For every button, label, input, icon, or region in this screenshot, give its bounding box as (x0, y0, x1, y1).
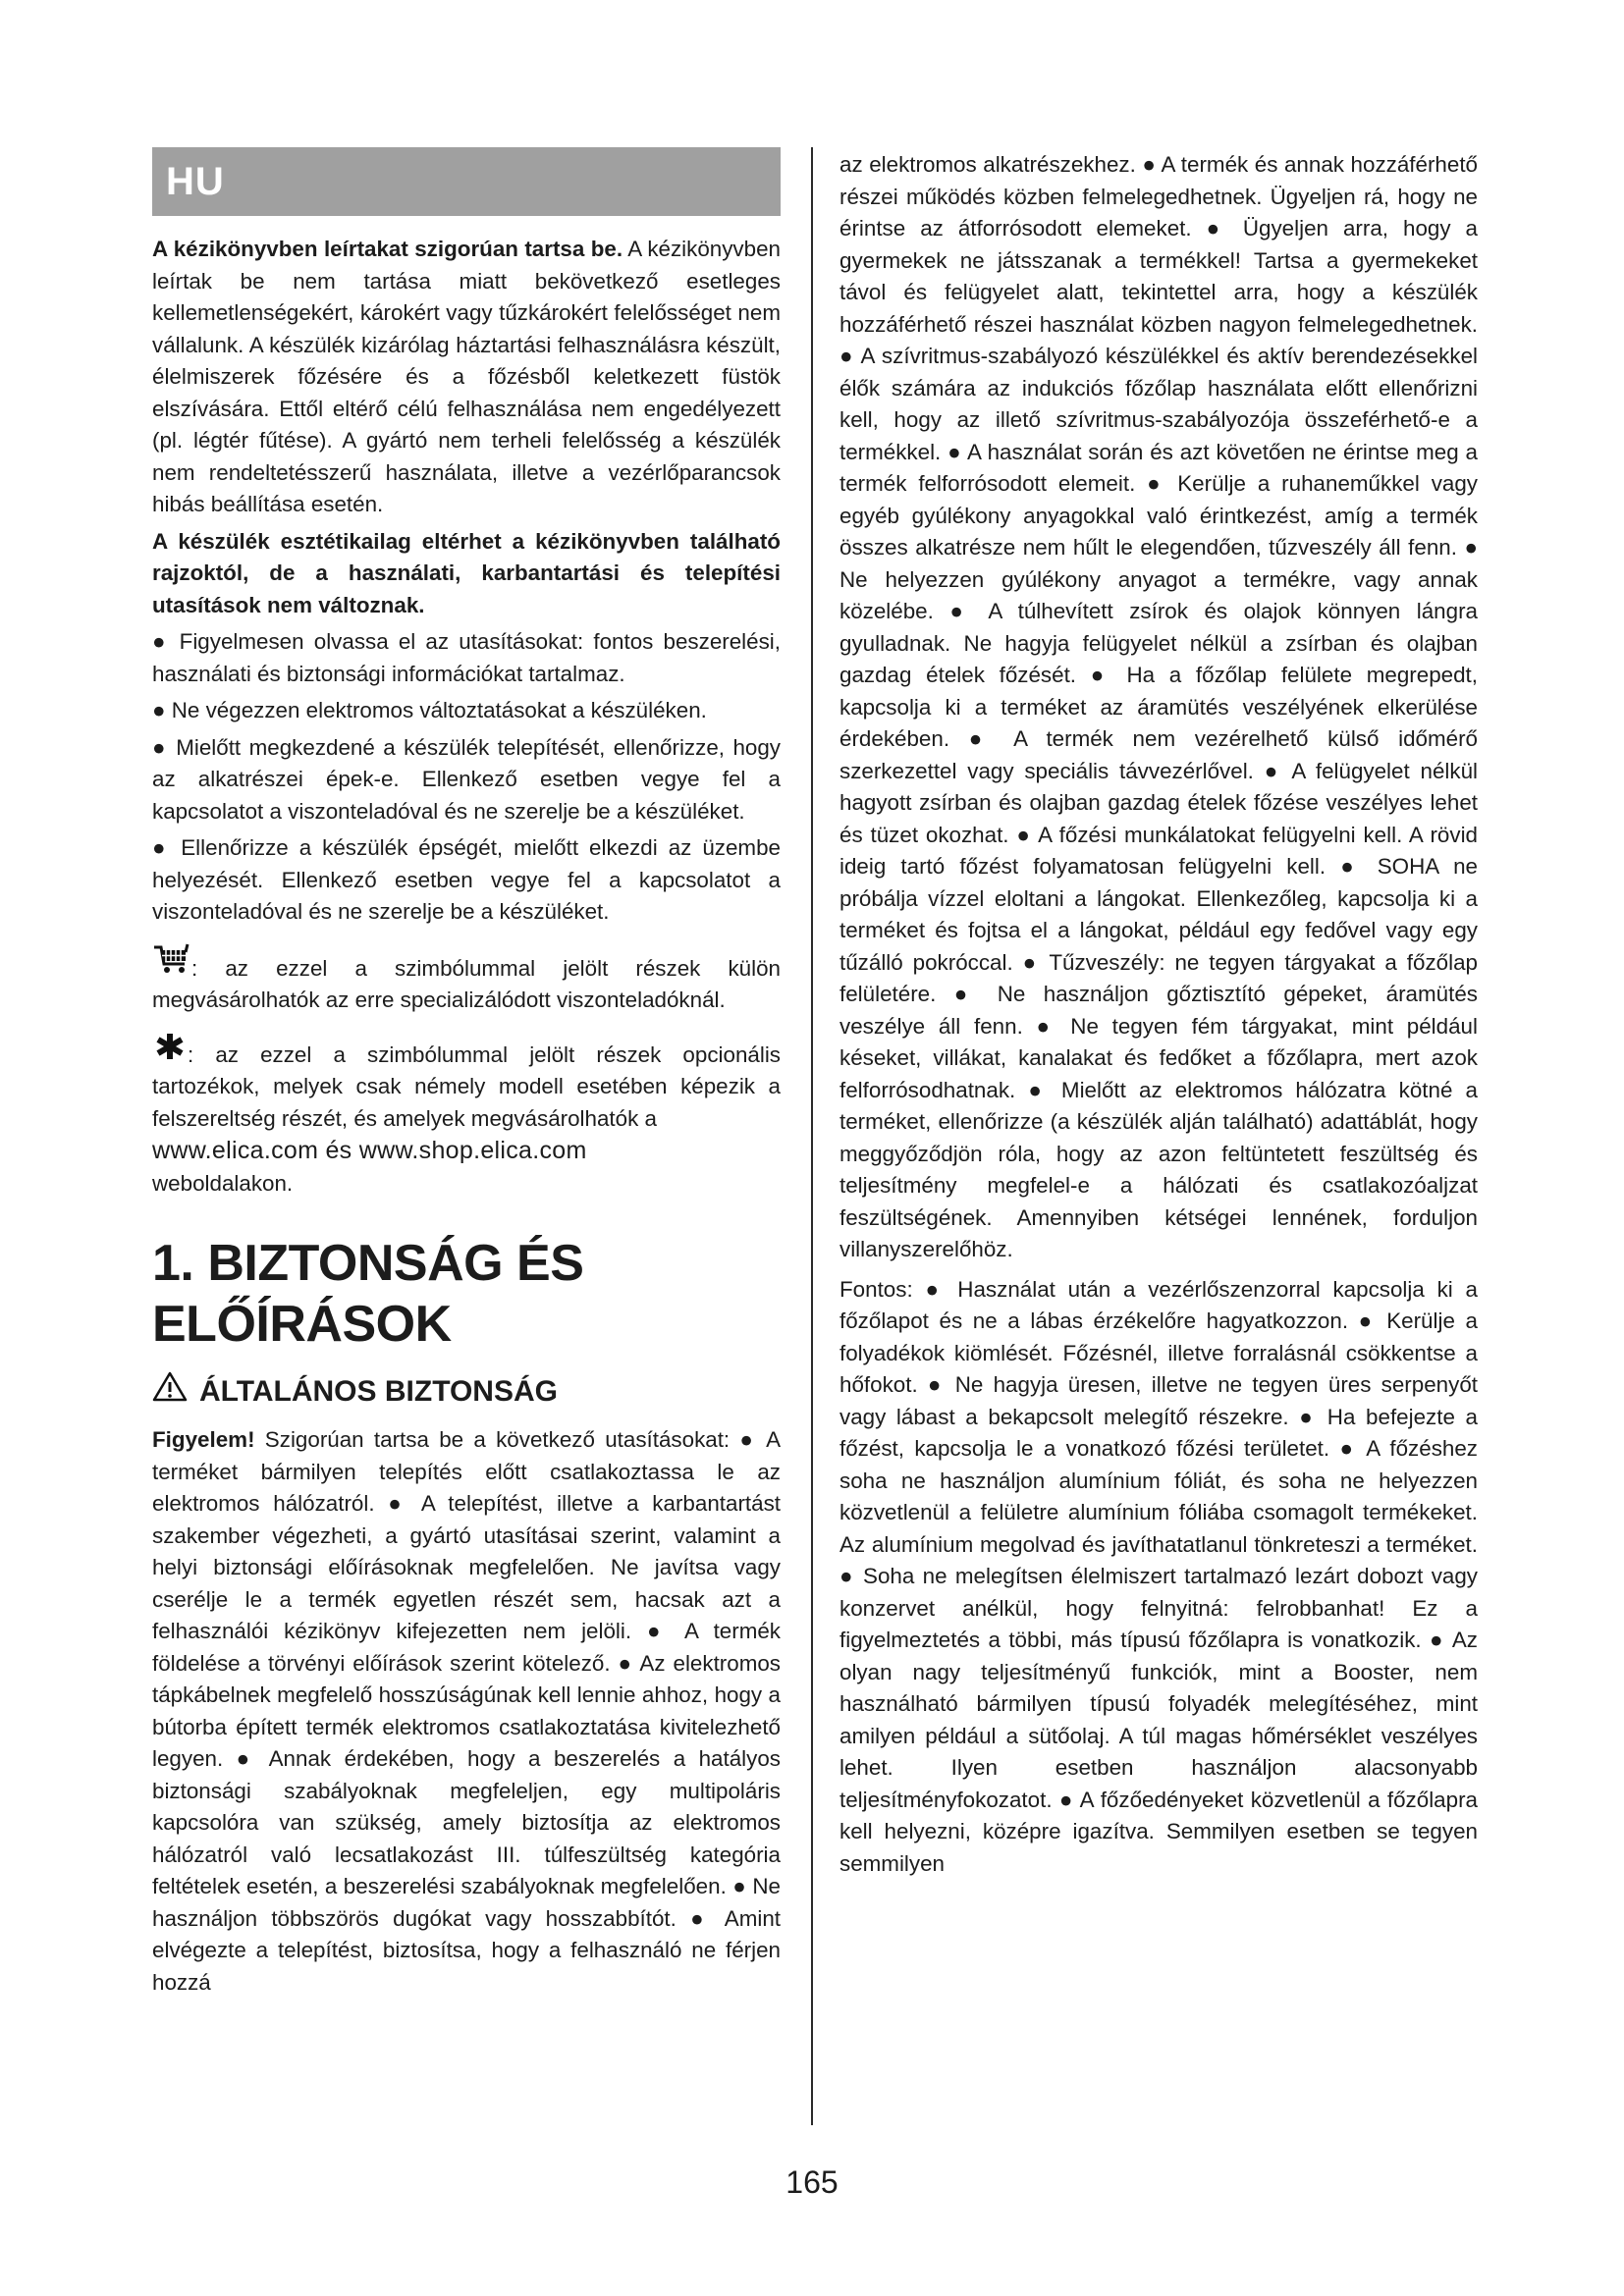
language-header: HU (152, 147, 781, 216)
aesthetic-note: A készülék esztétikailag eltérhet a kézikönyvben található rajzoktól, de a használati, karbantartási és telepítési utasítások nem változnak. (152, 528, 781, 617)
elica-website-link[interactable]: www.elica.com (152, 1137, 319, 1164)
star-symbol-note (152, 1031, 781, 1201)
cart-symbol-note (152, 942, 781, 1017)
intro-text: A kézikönyvben leírtak be nem tartása miatt bekövetkező esetleges kellemetlenségekért, károkért vagy tűzkárokért felelősséget nem vállalunk. A készülék kizárólag háztartási felhasználásra készült, élelmiszerek főzésére és a főzésből keletkezett füstök elszívására. Ettől eltérő célú felhasználása nem engedélyezett (pl. légtér fűtése). A gyártó nem terheli felelősség a készülék nem rendeltetésszerű használata, illetve a vezérlőparancsok hibás beállítása esetén. (152, 237, 781, 516)
warning-bold: Figyelem! (152, 1427, 255, 1452)
asterisk-icon (152, 1031, 188, 1072)
web-suffix: weboldalakon. (152, 1170, 294, 1196)
subsection-title (152, 1370, 781, 1413)
shopping-cart-icon (152, 942, 191, 986)
safety-continued-paragraph: az elektromos alkatrészekhez. ● A termék és annak hozzáférhető részei működés közben felmelegedhetnek. Ügyeljen rá, hogy ne érintse az átforrósodott elemeket. ● Ügyeljen arra, hogy a gyermekek ne játsszanak a termékkel! Tartsa a gyermekeket távol és felügyelet alatt, tekintettel arra, hogy a készülék hozzáférhető részei használat közben nagyon felmelegedhetnek. ● A szívritmus-szabályozó készülékkel és aktív berendezésekkel élők számára az indukciós főzőlap használata előtt ellenőrizni kell, hogy az illető szívritmus-szabályozója összeférhető-e a termékkel. ● A használat során és azt követően ne érintse meg a termék felforrósodott elemeit. ● Kerülje a ruhaneműkkel vagy egyéb gyúlékony anyagokkal való érintkezést, amíg a termék összes alkatrésze nem hűlt le elegendően, tűzveszély áll fenn. ● Ne helyezzen gyúlékony anyagot a termékre, vagy annak közelébe. ● A túlhevített zsírok és olajok könnyen lángra gyulladnak. Ne hagyja felügyelet nélkül a zsírban és olajban gazdag ételek főzését. ● Ha a főzőlap felülete megrepedt, kapcsolja ki a terméket az áramütés veszélyének elkerülése érdekében. ● A termék nem vezérelhető külső időmérő szerkezettel vagy speciális távvezérlővel. ● A felügyelet nélkül hagyott zsírban és olajban gazdag ételek főzése veszélyes lehet és tüzet okozhat. ● A főzési munkálatokat felügyelni kell. A rövid ideig tartó főzést folyamatosan felügyelni kell. ● SOHA ne próbálja vízzel eloltani a lángokat. Ellenkezőleg, kapcsolja ki a terméket és fojtsa el a lángokat, például egy fedővel vagy egy tűzálló pokróccal. ● Tűzveszély: ne tegyen tárgyakat a főzőlap felületére. ● Ne használjon gőztisztító gépeket, áramütés veszélye áll fenn. ● Ne tegyen fém tárgyakat, mint például késeket, villákat, kanalakat és fedőket a főzőlapra, mert azok felforrósodhatnak. ● Mielőtt az elektromos hálózatra kötné a terméket, ellenőrizze (a készülék alján található) adattáblát, hogy meggyőződjön róla, hogy az azon feltüntetett feszültség és teljesítmény megfelel-e a hálózati és csatlakozóaljzat feszültségének. Amennyiben kétségei lennének, forduljon villanyszerelőhöz. (839, 152, 1478, 1261)
bullet-read-instructions: ● Figyelmesen olvassa el az utasításokat: fontos beszerelési, használati és biztonsági információkat tartalmaz. (152, 629, 781, 686)
column-divider (811, 147, 813, 2125)
intro-paragraph (152, 234, 781, 521)
cart-symbol-text: : az ezzel a szimbólummal jelölt részek külön megvásárolhatók az erre specializálódott viszonteladóknál. (152, 955, 781, 1012)
general-safety-paragraph (152, 1424, 781, 1999)
warning-text: Szigorúan tartsa be a következő utasításokat: ● A terméket bármilyen telepítés előtt csatlakoztassa le az elektromos hálózatról. ● A telepítést, illetve a karbantartást szakember végezheti, a gyártó utasításai szerint, valamint a helyi biztonsági előírásoknak megfelelően. Ne javítsa vagy cserélje le a termék egyetlen részét sem, hacsak azt a felhasználói kézikönyv kifejezetten nem jelöli. ● A termék földelése a törvényi előírások szerint kötelező. ● Az elektromos tápkábelnek megfelelő hosszúságúnak kell lennie ahhoz, hogy a bútorba épített termék elektromos csatlakoztatása kivitelezhető legyen. ● Annak érdekében, hogy a beszerelés a hatályos biztonsági szabályoknak megfeleljen, egy multipoláris kapcsolóra van szükség, amely biztosítja az elektromos hálózatról való lecsatlakozást III. túlfeszültség kategória feltételek esetén, a beszerelési szabályoknak megfelelően. ● Ne használjon többszörös dugókat vagy hosszabbítót. ● Amint elvégezte a telepítést, biztosítsa, hogy a felhasználó ne férjen hozzá (152, 1427, 781, 1995)
web-and: és (318, 1137, 359, 1164)
important-paragraph: Fontos: ● Használat után a vezérlőszenzorral kapcsolja ki a főzőlapot és ne a lábas érzékelőre hagyatkozzon. ● Kerülje a folyadékok kiömlését. Főzésnél, illetve forralásnál csökkentse a hőfokot. ● Ne hagyja üresen, illetve ne tegyen üres serpenyőt vagy lábast a bekapcsolt melegítő részekre. ● Ha befejezte a főzést, kapcsolja le a vonatkozó főzési területet. ● A főzéshez soha ne használjon alumínium fóliát, és soha ne helyezzen közvetlenül a felületre alumínium fóliába csomagolt termékeket. Az alumínium megolvad és javíthatatlanul tönkreteszi a terméket. ● Soha ne melegítsen élelmiszert tartalmazó lezárt dobozt vagy konzervet anélkül, hogy felnyitná: felrobbanhat! Ez a figyelmeztetés a többi, más típusú főzőlapra is vonatkozik. ● Az olyan nagy teljesítményű funkciók, mint a Booster, nem használható bármilyen típusú folyadék melegítéséhez, mint amilyen például a sütőolaj. A túl magas hőmérséklet veszélyes lehet. Ilyen esetben használjon alacsonyabb teljesítményfokozatot. ● A főzőedényeket közvetlenül a főzőlapra kell helyezni, középre igazítva. Semmilyen esetben se tegyen semmilyen (839, 1276, 1478, 1876)
warning-triangle-icon (152, 1370, 199, 1413)
intro-bold: A kézikönyvben leírtakat szigorúan tartsa be. (152, 237, 623, 261)
page-number: 165 (785, 2164, 839, 2200)
elica-shop-link[interactable]: www.shop.elica.com (358, 1137, 587, 1164)
subsection-title-text: ÁLTALÁNOS BIZTONSÁG (199, 1374, 558, 1408)
right-column (839, 149, 1478, 1885)
bullet-check-integrity: ● Ellenőrizze a készülék épségét, mielőtt elkezdi az üzembe helyezését. Ellenkező esetben vegye fel a kapcsolatot a viszonteladóval és ne szerelje be a készüléket. (152, 835, 781, 924)
left-column (152, 147, 781, 2003)
bullet-no-electrical-changes: ● Ne végezzen elektromos változtatásokat a készüléken. (152, 698, 707, 722)
bullet-check-parts: ● Mielőtt megkezdené a készülék telepítését, ellenőrizze, hogy az alkatrészei épek-e. Ellenkező esetben vegye fel a kapcsolatot a viszonteladóval és ne szerelje be a készüléket. (152, 734, 781, 824)
section-title: 1. BIZTONSÁG ÉS ELŐÍRÁSOK (152, 1235, 584, 1353)
star-symbol-text: : az ezzel a szimbólummal jelölt részek opcionális tartozékok, melyek csak némely modell esetében képezik a felszereltség részét, és amelyek megvásárolhatók a (152, 1041, 781, 1131)
